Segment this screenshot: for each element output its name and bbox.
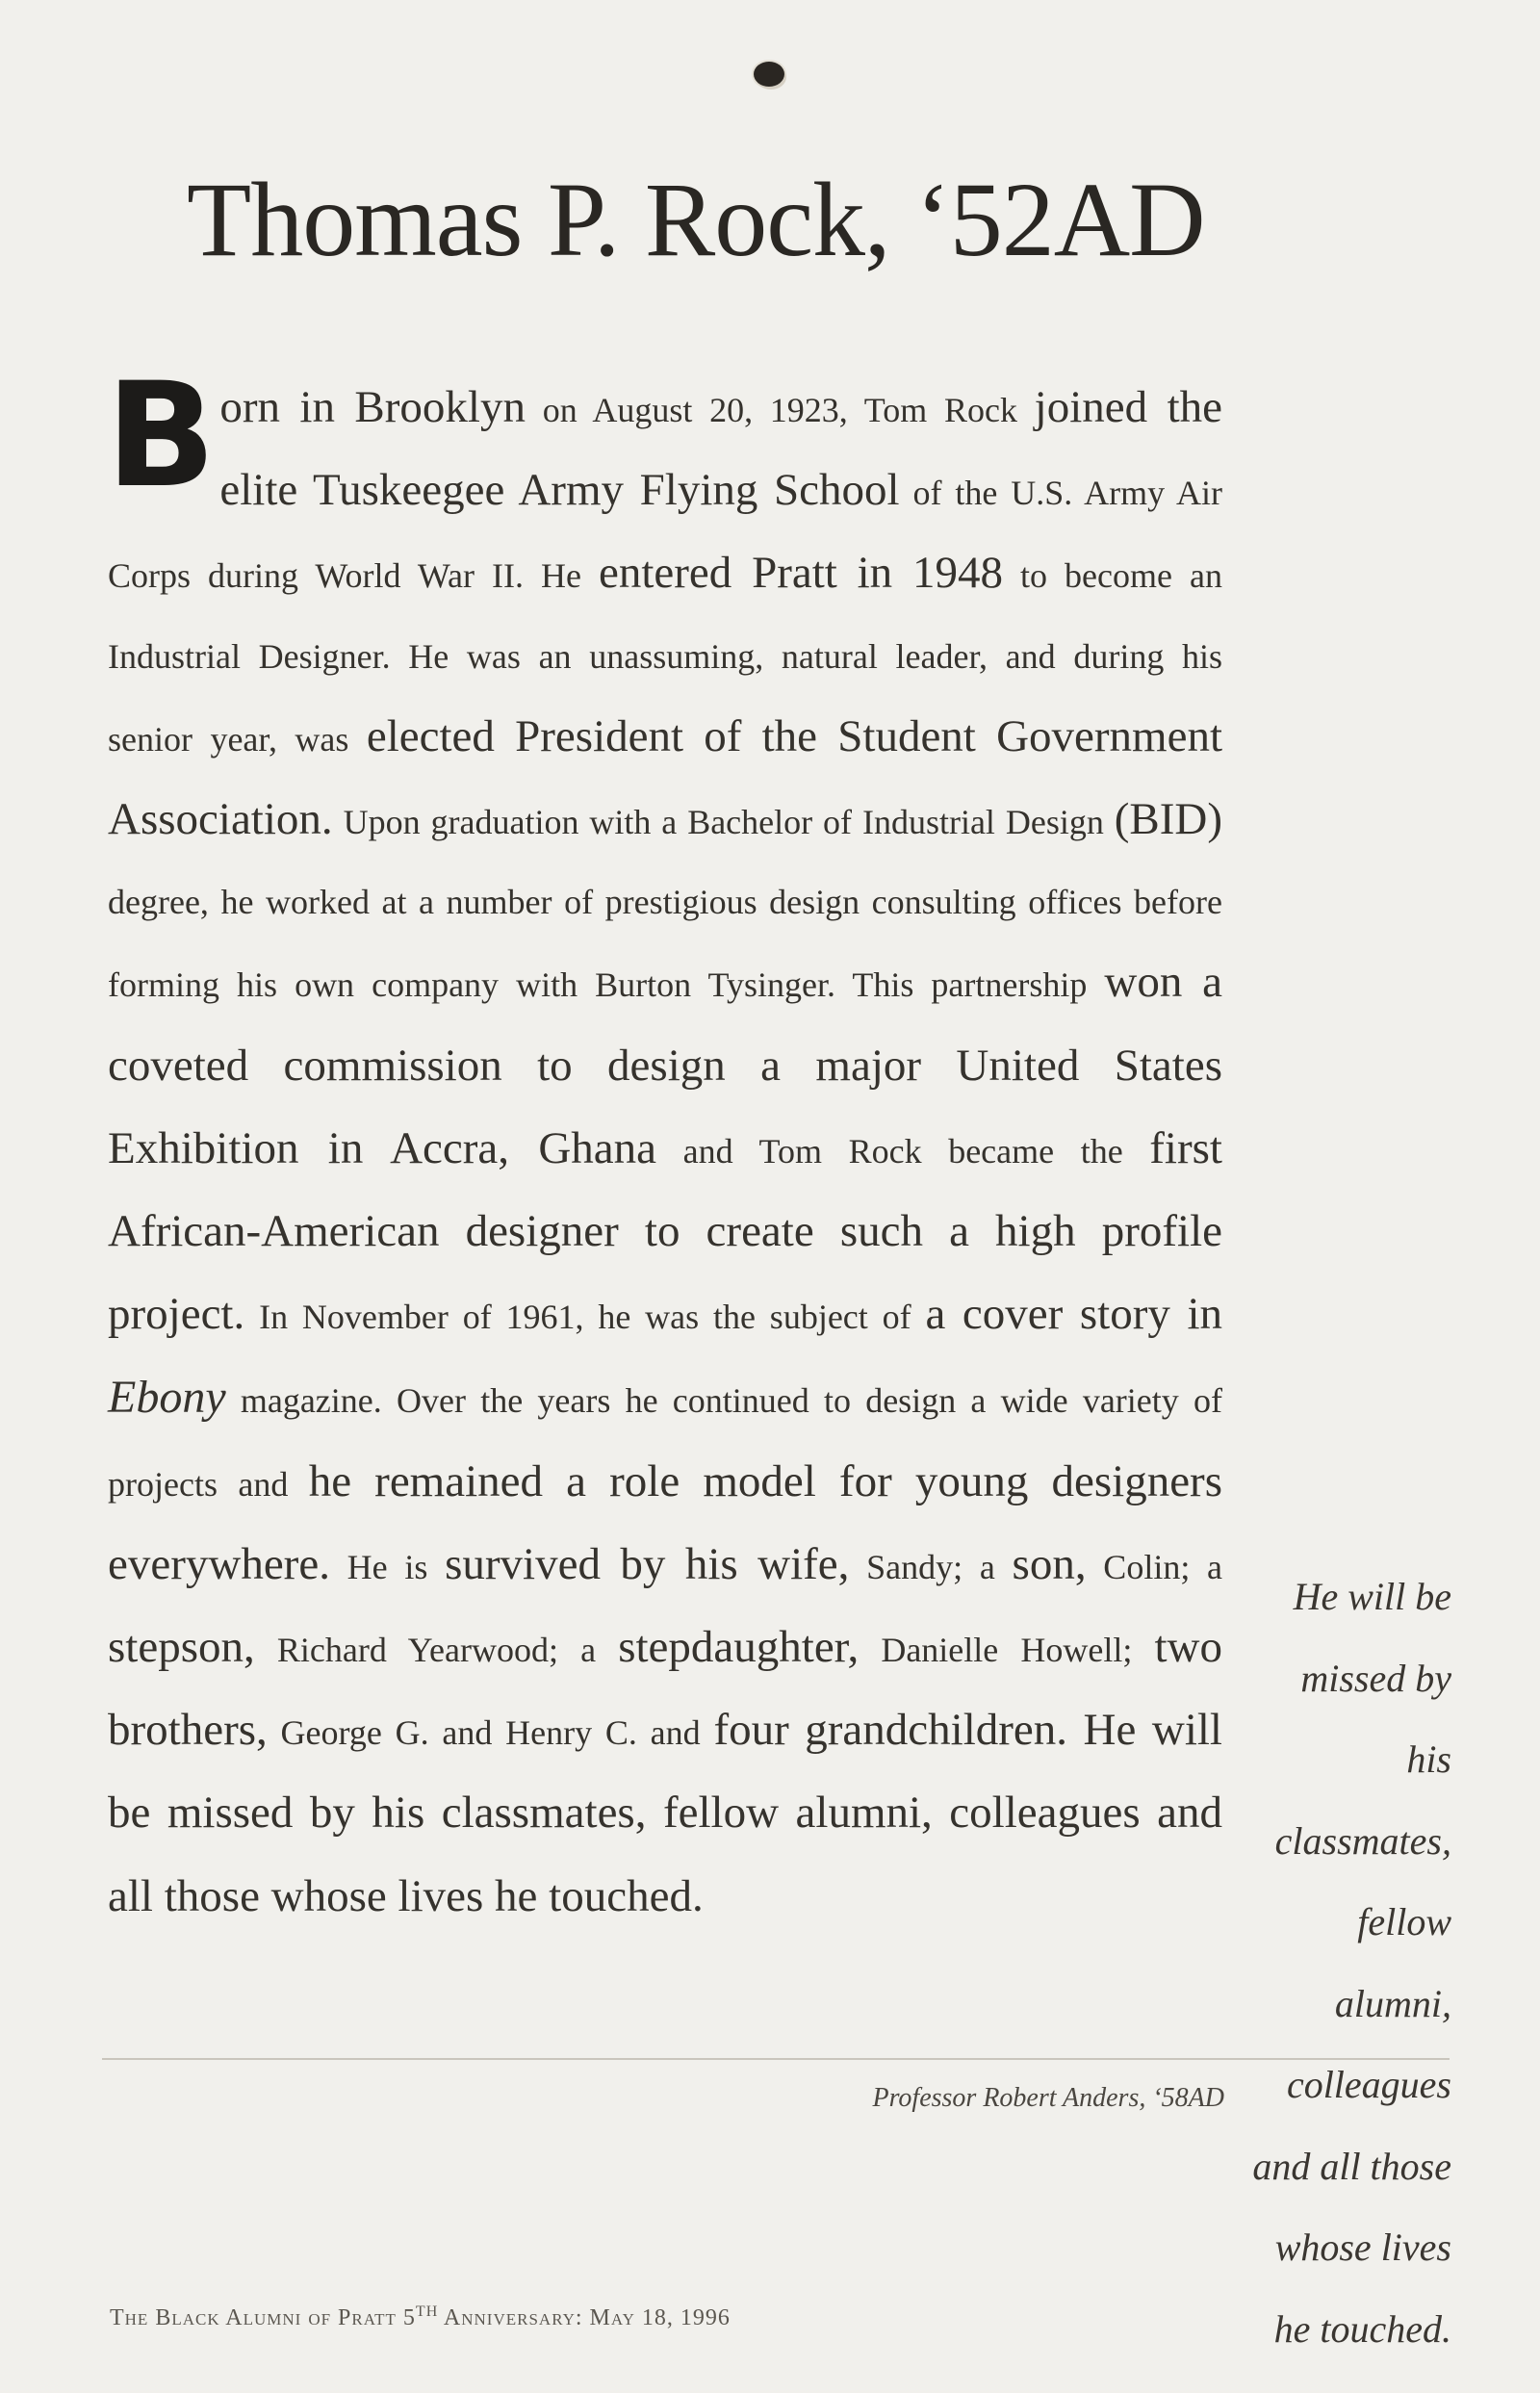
body-segment: a cover story in xyxy=(925,1289,1223,1340)
body-segment: degree, he worked at a number of prestigious design consulting offices before forming his own company with Burton Tysinger. This partnership xyxy=(108,883,1222,1005)
footer-prefix: The Black Alumni of Pratt 5 xyxy=(110,2305,416,2330)
body-segment: survived by his wife, xyxy=(445,1538,850,1589)
body-segment: won a coveted commission to design a major United States Exhibition in Accra, Ghana xyxy=(108,957,1222,1173)
body-segment: entered Pratt in 1948 xyxy=(599,548,1003,599)
body-segment: of the U.S. Army Air Corps during World War II. He xyxy=(108,474,1222,596)
memorial-body-text xyxy=(106,352,1223,1940)
footer-line xyxy=(110,2303,731,2331)
body-segment: He is xyxy=(329,1547,446,1586)
body-segment: two brothers, xyxy=(108,1622,1222,1756)
body-segment: to become an Industrial Designer. He was an unassuming, natural leader, and during his senior year, was xyxy=(108,556,1222,759)
footer-suffix: Anniversary: May 18, 1996 xyxy=(438,2305,731,2330)
body-segment: Upon graduation with a Bachelor of Industrial Design xyxy=(332,803,1115,842)
drop-cap: B xyxy=(106,352,217,520)
body-segment: stepdaughter, xyxy=(618,1622,860,1673)
body-segment: first African-American designer to create such a high profile project. xyxy=(108,1122,1222,1340)
body-segment: on August 20, 1923, Tom Rock xyxy=(526,391,1035,429)
body-segment: four grandchildren. He will be missed by his classmates, fellow alumni, colleagues and all those whose lives he touched. xyxy=(108,1705,1222,1921)
punch-hole xyxy=(754,62,784,87)
body-segment: orn in Brooklyn xyxy=(219,382,526,432)
body-segment: George G. and Henry C. and xyxy=(267,1713,714,1753)
body-segment: elected President of the Student Government Association. xyxy=(108,710,1223,845)
body-segment: son, xyxy=(1012,1538,1087,1589)
magazine-name: Ebony xyxy=(108,1372,226,1424)
body-segment: magazine. Over the years he continued to design a wide variety of projects and xyxy=(108,1381,1222,1504)
body-segment: he remained a role model for young designers everywhere. xyxy=(108,1455,1222,1589)
body-segment: Danielle Howell; xyxy=(859,1631,1155,1670)
pull-quote: He will be missed by his classmates, fellow alumni, colleagues and all those whose lives he touched. xyxy=(1252,1575,1451,2351)
body-segment: and Tom Rock became the xyxy=(656,1131,1150,1171)
body-segment: joined the elite Tuskeegee Army Flying School xyxy=(219,382,1222,516)
footer-superscript: TH xyxy=(415,2303,439,2320)
body-segment: (BID) xyxy=(1114,794,1222,845)
body-segment: stepson, xyxy=(108,1622,255,1673)
body-segment: In November of 1961, he was the subject of xyxy=(244,1298,926,1337)
body-segment: Colin; a xyxy=(1086,1547,1223,1586)
body-segment: Richard Yearwood; a xyxy=(254,1631,619,1670)
page-title: Thomas P. Rock, ‘52AD xyxy=(187,161,1205,278)
author-signature: Professor Robert Anders, ‘58AD xyxy=(872,2083,1224,2113)
body-segment: Sandy; a xyxy=(849,1547,1013,1586)
divider-rule xyxy=(102,2058,1450,2060)
